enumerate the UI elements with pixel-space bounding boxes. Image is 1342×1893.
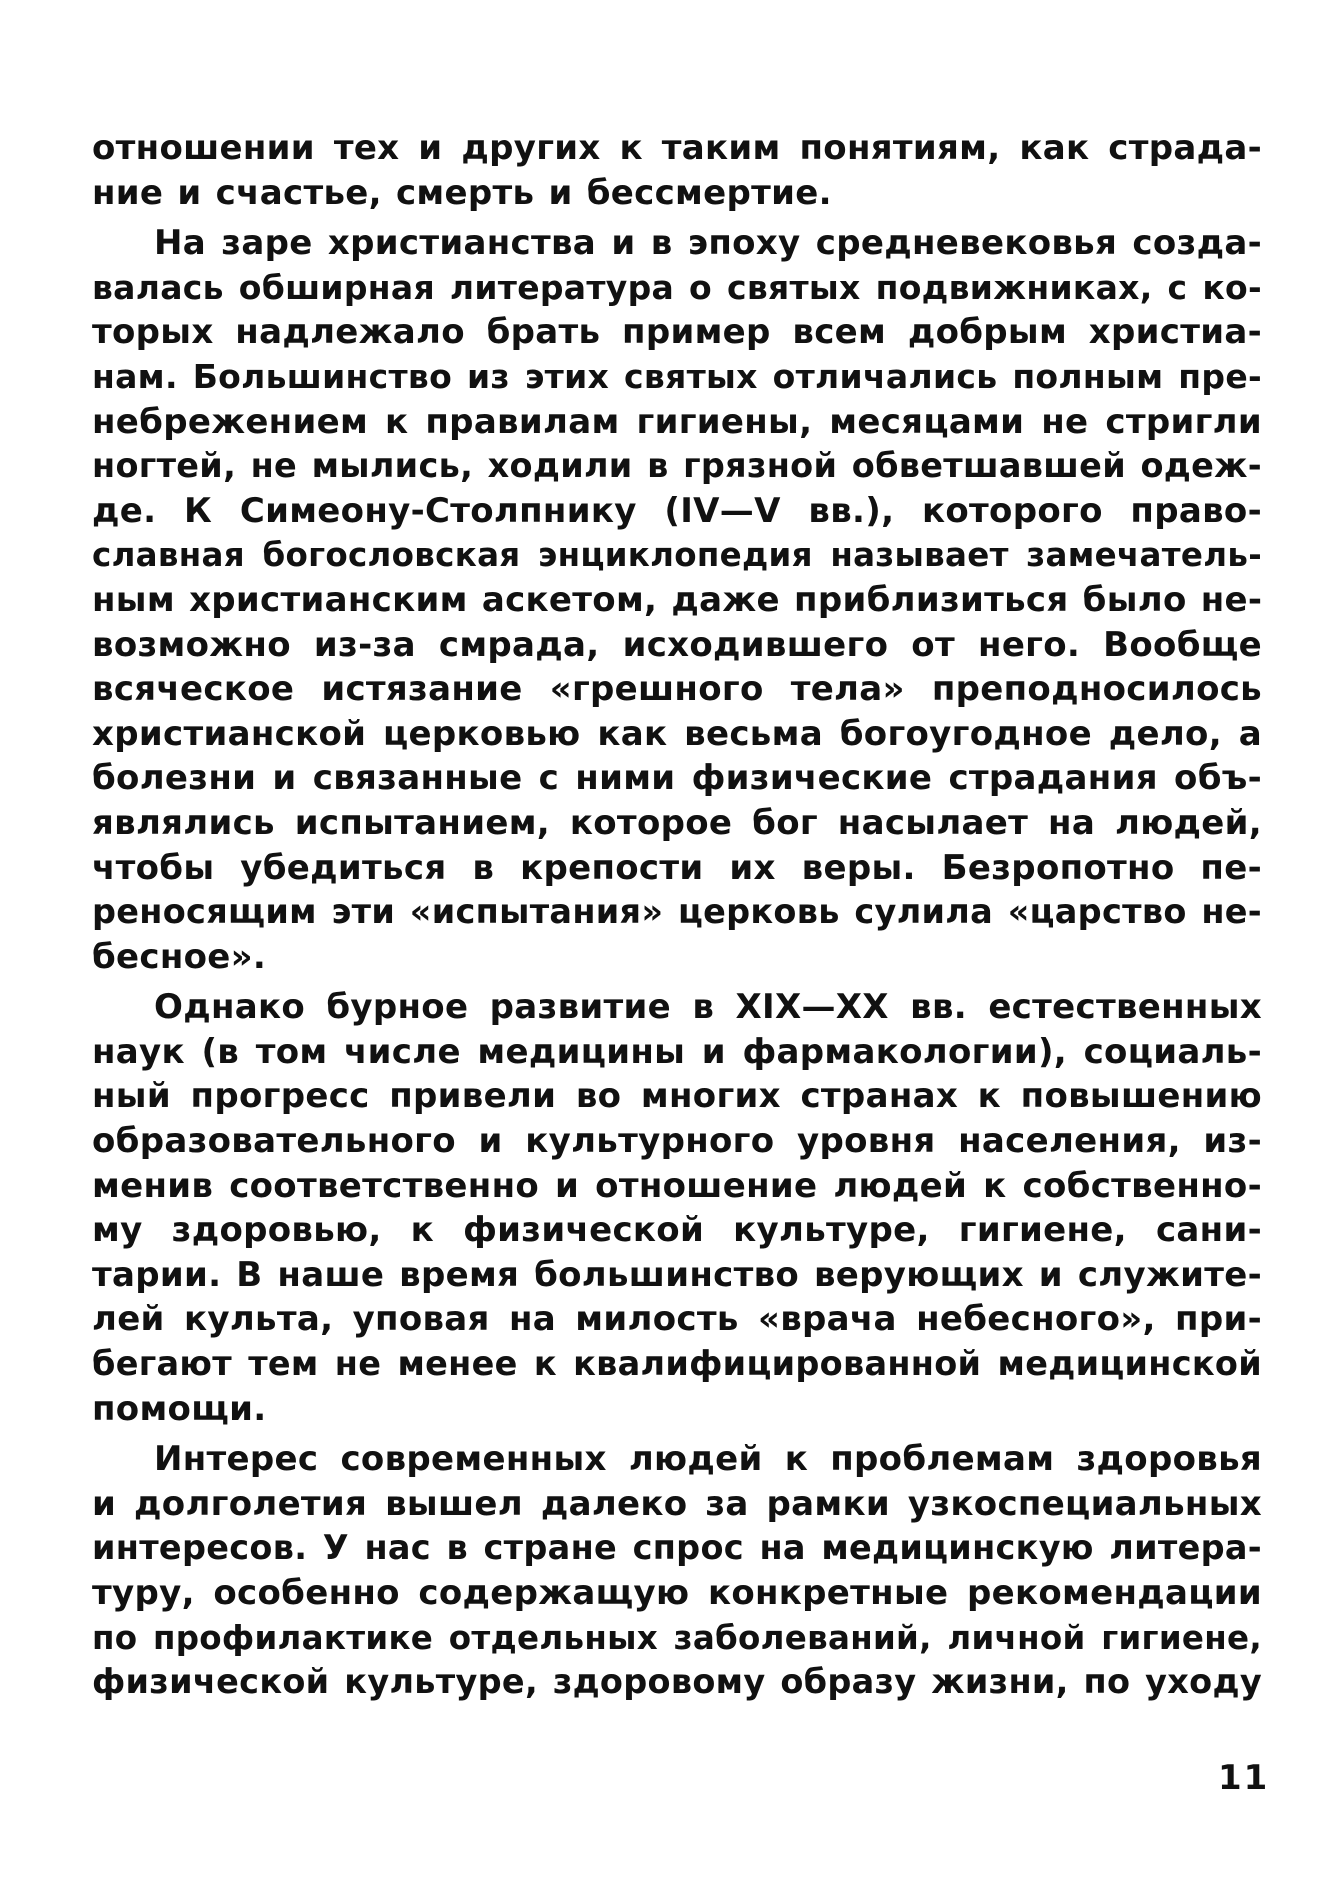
- text-line: де. К Симеону-Столпнику (IV—V вв.), которого право-: [92, 490, 1262, 531]
- text-line: ным христианским аскетом, даже приблизиться было не-: [92, 579, 1263, 620]
- text-line: небрежением к правилам гигиены, месяцами не стригли: [92, 401, 1262, 442]
- text-line: валась обширная литература о святых подвижниках, с ко-: [92, 267, 1262, 307]
- page-number: 11: [1218, 1758, 1270, 1798]
- text-line: туру, особенно содержащую конкретные рекомендации: [92, 1573, 1262, 1613]
- text-line: На заре христианства и в эпоху средневековья созда-: [154, 223, 1262, 264]
- text-line: ный прогресс привели во многих странах к повышению: [92, 1076, 1262, 1117]
- text-line: интересов. У нас в стране спрос на медицинскую литера-: [92, 1528, 1262, 1568]
- text-line: отношении тех и других к таким понятиям, как страда-: [92, 128, 1262, 168]
- text-line: менив соответственно и отношение людей к собственно-: [92, 1165, 1262, 1206]
- text-line: образовательного и культурного уровня населения, из-: [92, 1121, 1262, 1162]
- text-line: тарии. В наше время большинство верующих и служите-: [92, 1254, 1262, 1295]
- text-line: нам. Большинство из этих святых отличались полным пре-: [92, 356, 1262, 396]
- text-line: помощи.: [92, 1388, 267, 1429]
- text-line: болезни и связанные с ними физические страдания объ-: [92, 758, 1262, 799]
- text-line: Однако бурное развитие в XIX—XX вв. естественных: [154, 987, 1262, 1028]
- text-line: наук (в том числе медицины и фармакологии), социаль-: [92, 1031, 1262, 1072]
- text-line: и долголетия вышел далеко за рамки узкоспециальных: [92, 1483, 1262, 1524]
- text-line: му здоровью, к физической культуре, гигиене, сани-: [92, 1210, 1262, 1251]
- text-line: лей культа, уповая на милость «врача небесного», при-: [92, 1299, 1262, 1340]
- text-line: Интерес современных людей к проблемам здоровья: [154, 1439, 1262, 1480]
- text-line: торых надлежало брать пример всем добрым христиа-: [92, 312, 1262, 353]
- text-line: физической культуре, здоровому образу жизни, по уходу: [92, 1662, 1262, 1702]
- text-line: ногтей, не мылись, ходили в грязной обветшавшей одеж-: [92, 446, 1262, 486]
- text-line: реносящим эти «испытания» церковь сулила «царство не-: [92, 892, 1262, 932]
- text-line: являлись испытанием, которое бог насылает на людей,: [92, 802, 1262, 843]
- body-text: [92, 126, 1262, 1705]
- text-line: бегают тем не менее к квалифицированной медицинской: [92, 1344, 1262, 1384]
- text-line: всяческое истязание «грешного тела» преподносилось: [92, 669, 1262, 710]
- text-line: ние и счастье, смерть и бессмертие.: [92, 172, 832, 213]
- text-line: славная богословская энциклопедия называет замечатель-: [92, 536, 1262, 575]
- text-line: бесное».: [92, 936, 267, 977]
- text-line: по профилактике отдельных заболеваний, личной гигиене,: [92, 1618, 1262, 1657]
- text-line: возможно из-за смрада, исходившего от него. Вообще: [92, 624, 1262, 665]
- text-line: христианской церковью как весьма богоугодное дело, а: [92, 713, 1262, 754]
- text-line: чтобы убедиться в крепости их веры. Безропотно пе-: [92, 847, 1262, 888]
